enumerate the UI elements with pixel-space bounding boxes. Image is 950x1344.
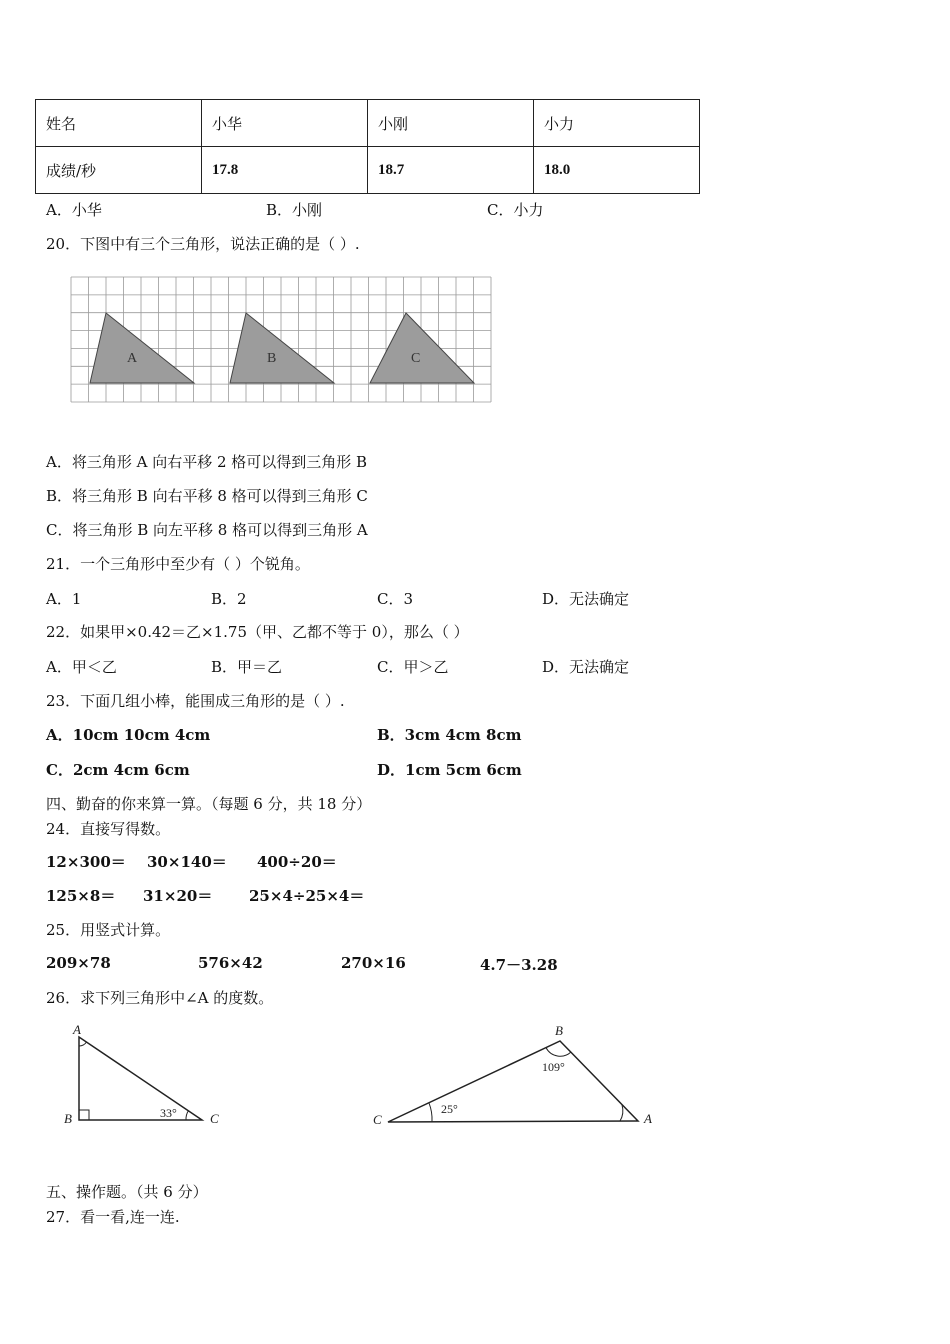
q23-option-b: B．3cm 4cm 8cm [377,726,522,744]
q25-item: 270×16 [341,954,406,972]
vertex-b-label: B [64,1111,72,1126]
right-triangle-figure [60,1020,235,1132]
q25-item: 209×78 [46,954,111,972]
table-row [36,147,700,194]
q25-item: 4.7－3.28 [480,956,558,974]
triangle-grid-figure [70,276,496,404]
vertex-a-label: A [644,1111,652,1126]
table-cell: 成绩/秒 [36,147,202,194]
q19-option-a: A．小华 [46,201,102,219]
table-header-row [36,100,700,147]
q21-option-d: D．无法确定 [542,590,630,608]
angle-c-arc [186,1111,189,1121]
q27-stem: 27．看一看,连一连. [46,1208,180,1226]
q20-option-c: C．将三角形 B 向左平移 8 格可以得到三角形 A [46,521,368,539]
q24-item: 12×300＝ [46,853,126,871]
q25-stem: 25．用竖式计算。 [46,921,171,939]
vertex-a-label: A [73,1022,81,1037]
table-cell: 18.7 [368,147,534,194]
q21-option-a: A．1 [46,590,82,608]
q21-stem: 21．一个三角形中至少有（ ）个锐角。 [46,555,310,573]
q26-stem: 26．求下列三角形中∠A 的度数。 [46,989,274,1007]
right-angle-mark [79,1110,89,1120]
table-cell: 小华 [202,100,368,147]
obtuse-triangle-figure [365,1020,665,1132]
q20-stem: 20．下图中有三个三角形，说法正确的是（ ）. [46,235,360,253]
q20-option-a: A．将三角形 A 向右平移 2 格可以得到三角形 B [46,453,368,471]
angle-a-arc [620,1105,623,1121]
q24-item: 400÷20＝ [257,853,337,871]
table-cell: 小刚 [368,100,534,147]
section-4-heading: 四、勤奋的你来算一算。（每题 6 分，共 18 分） [46,795,372,813]
table-cell: 小力 [534,100,700,147]
q23-option-a: A．10cm 10cm 4cm [46,726,211,744]
q19-option-b: B．小刚 [266,201,323,219]
q23-option-d: D．1cm 5cm 6cm [377,761,522,779]
vertex-c-label: C [373,1112,382,1127]
q24-item: 30×140＝ [147,853,227,871]
q20-option-b: B．将三角形 B 向右平移 8 格可以得到三角形 C [46,487,368,505]
triangle-a-label: A [127,351,138,366]
q24-item: 25×4÷25×4＝ [249,887,365,905]
q23-option-c: C．2cm 4cm 6cm [46,761,190,779]
q24-item: 125×8＝ [46,887,116,905]
angle-109-label: 109° [542,1060,565,1074]
vertex-b-label: B [555,1023,563,1038]
q23-stem: 23．下面几组小棒，能围成三角形的是（ ）. [46,692,345,710]
triangle-b-label: B [267,351,277,366]
table-cell: 17.8 [202,147,368,194]
q22-stem: 22．如果甲×0.42＝乙×1.75（甲、乙都不等于 0），那么（ ） [46,623,469,641]
q22-option-c: C．甲＞乙 [377,658,449,676]
table-cell: 18.0 [534,147,700,194]
score-table [35,99,700,194]
q22-option-b: B．甲＝乙 [211,658,283,676]
section-5-heading: 五、操作题。（共 6 分） [46,1183,208,1201]
q22-option-a: A．甲＜乙 [46,658,117,676]
q24-stem: 24．直接写得数。 [46,820,171,838]
q25-item: 576×42 [198,954,263,972]
angle-c-arc [429,1103,432,1122]
q24-item: 31×20＝ [143,887,213,905]
triangle-c-label: C [411,351,421,366]
angle-33-label: 33° [160,1106,177,1120]
q21-option-b: B．2 [211,590,247,608]
vertex-c-label: C [210,1111,219,1126]
angle-25-label: 25° [441,1102,458,1116]
angle-a-arc [79,1042,87,1046]
q19-option-c: C．小力 [487,201,544,219]
q21-option-c: C．3 [377,590,414,608]
q22-option-d: D．无法确定 [542,658,630,676]
table-cell: 姓名 [36,100,202,147]
